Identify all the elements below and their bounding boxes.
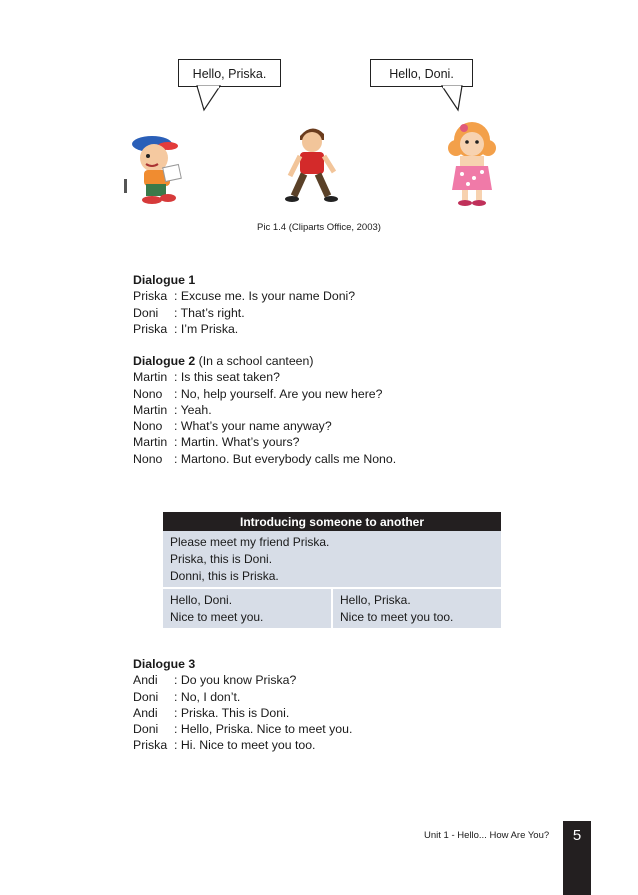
introduction-table-header: Introducing someone to another bbox=[163, 512, 501, 531]
response-right-cell bbox=[332, 588, 501, 628]
utterance: : Excuse me. Is your name Doni? bbox=[174, 289, 356, 304]
utterance: : Priska. This is Doni. bbox=[174, 705, 290, 720]
utterance: : No, help yourself. Are you new here? bbox=[174, 386, 383, 401]
dialogue-2-setting: (In a school canteen) bbox=[198, 354, 314, 368]
girl-clipart bbox=[442, 118, 502, 210]
utterance: : Martono. But everybody calls me Nono. bbox=[174, 451, 397, 466]
speaker: Priska bbox=[133, 321, 168, 336]
phrase: Hello, Priska. bbox=[340, 593, 411, 607]
speaker: Andi bbox=[133, 673, 158, 688]
speaker: Nono bbox=[133, 419, 163, 434]
utterance: : Hi. Nice to meet you too. bbox=[174, 738, 316, 753]
utterance: : Martin. What’s yours? bbox=[174, 435, 300, 450]
utterance: : What’s your name anyway? bbox=[174, 419, 332, 434]
boy-clipart bbox=[124, 124, 196, 206]
figure-caption: Pic 1.4 (Cliparts Office, 2003) bbox=[257, 222, 381, 233]
speaker: Nono bbox=[133, 386, 163, 401]
dialogue-line bbox=[133, 672, 352, 688]
phrase: Donni, this is Priska. bbox=[170, 569, 279, 583]
speaker: Priska bbox=[133, 738, 168, 753]
dialogue-line bbox=[133, 305, 355, 321]
response-left-cell bbox=[163, 588, 332, 628]
dialogue-line bbox=[133, 434, 396, 450]
speaker: Martin bbox=[133, 370, 168, 385]
utterance: : No, I don’t. bbox=[174, 689, 241, 704]
dialogue-line bbox=[133, 386, 396, 402]
speech-bubble-right-text: Hello, Doni. bbox=[389, 67, 454, 81]
speaker: Priska bbox=[133, 289, 168, 304]
speaker: Doni bbox=[133, 689, 159, 704]
dialogue-1 bbox=[133, 272, 355, 337]
dialogue-line bbox=[133, 418, 396, 434]
phrase: Hello, Doni. bbox=[170, 593, 233, 607]
utterance: : That’s right. bbox=[174, 305, 245, 320]
speech-bubble-right bbox=[370, 59, 473, 87]
speech-bubble-left bbox=[178, 59, 281, 87]
dialogue-line bbox=[133, 288, 355, 304]
speech-bubble-left-tail bbox=[190, 85, 230, 115]
speech-bubble-left-text: Hello, Priska. bbox=[192, 67, 267, 81]
phrase: Nice to meet you too. bbox=[340, 610, 454, 624]
utterance: : Yeah. bbox=[174, 402, 212, 417]
dialogue-3-title: Dialogue 3 bbox=[133, 657, 196, 671]
dialogue-1-title: Dialogue 1 bbox=[133, 273, 196, 287]
speaker: Doni bbox=[133, 722, 159, 737]
dialogue-line bbox=[133, 451, 396, 467]
running-footer: Unit 1 - Hello... How Are You? bbox=[424, 830, 550, 841]
dialogue-line bbox=[133, 737, 352, 753]
utterance: : Do you know Priska? bbox=[174, 673, 297, 688]
speaker: Doni bbox=[133, 305, 159, 320]
dialogue-line bbox=[133, 689, 352, 705]
utterance: : Is this seat taken? bbox=[174, 370, 280, 385]
speaker: Martin bbox=[133, 402, 168, 417]
dialogue-2-title: Dialogue 2 bbox=[133, 354, 196, 368]
dialogue-line bbox=[133, 721, 352, 737]
utterance: : I’m Priska. bbox=[174, 321, 239, 336]
phrase: Nice to meet you. bbox=[170, 610, 264, 624]
introduction-table bbox=[163, 512, 501, 628]
speech-bubble-right-tail bbox=[432, 85, 472, 115]
phrase: Priska, this is Doni. bbox=[170, 552, 273, 566]
dialogue-line bbox=[133, 321, 355, 337]
speaker: Martin bbox=[133, 435, 168, 450]
page-number-tab bbox=[563, 821, 591, 895]
speaker: Andi bbox=[133, 705, 158, 720]
dialogue-line bbox=[133, 402, 396, 418]
dialogue-line bbox=[133, 369, 396, 385]
dialogue-line bbox=[133, 705, 352, 721]
dialogue-3 bbox=[133, 656, 352, 754]
speaker: Nono bbox=[133, 451, 163, 466]
dialogue-2 bbox=[133, 353, 396, 467]
walking-boy-clipart bbox=[282, 122, 344, 206]
introduction-phrases-cell bbox=[163, 531, 501, 588]
dialogue-2-heading bbox=[133, 353, 396, 369]
phrase: Please meet my friend Priska. bbox=[170, 535, 330, 549]
utterance: : Hello, Priska. Nice to meet you. bbox=[174, 722, 353, 737]
page-number: 5 bbox=[572, 827, 582, 844]
